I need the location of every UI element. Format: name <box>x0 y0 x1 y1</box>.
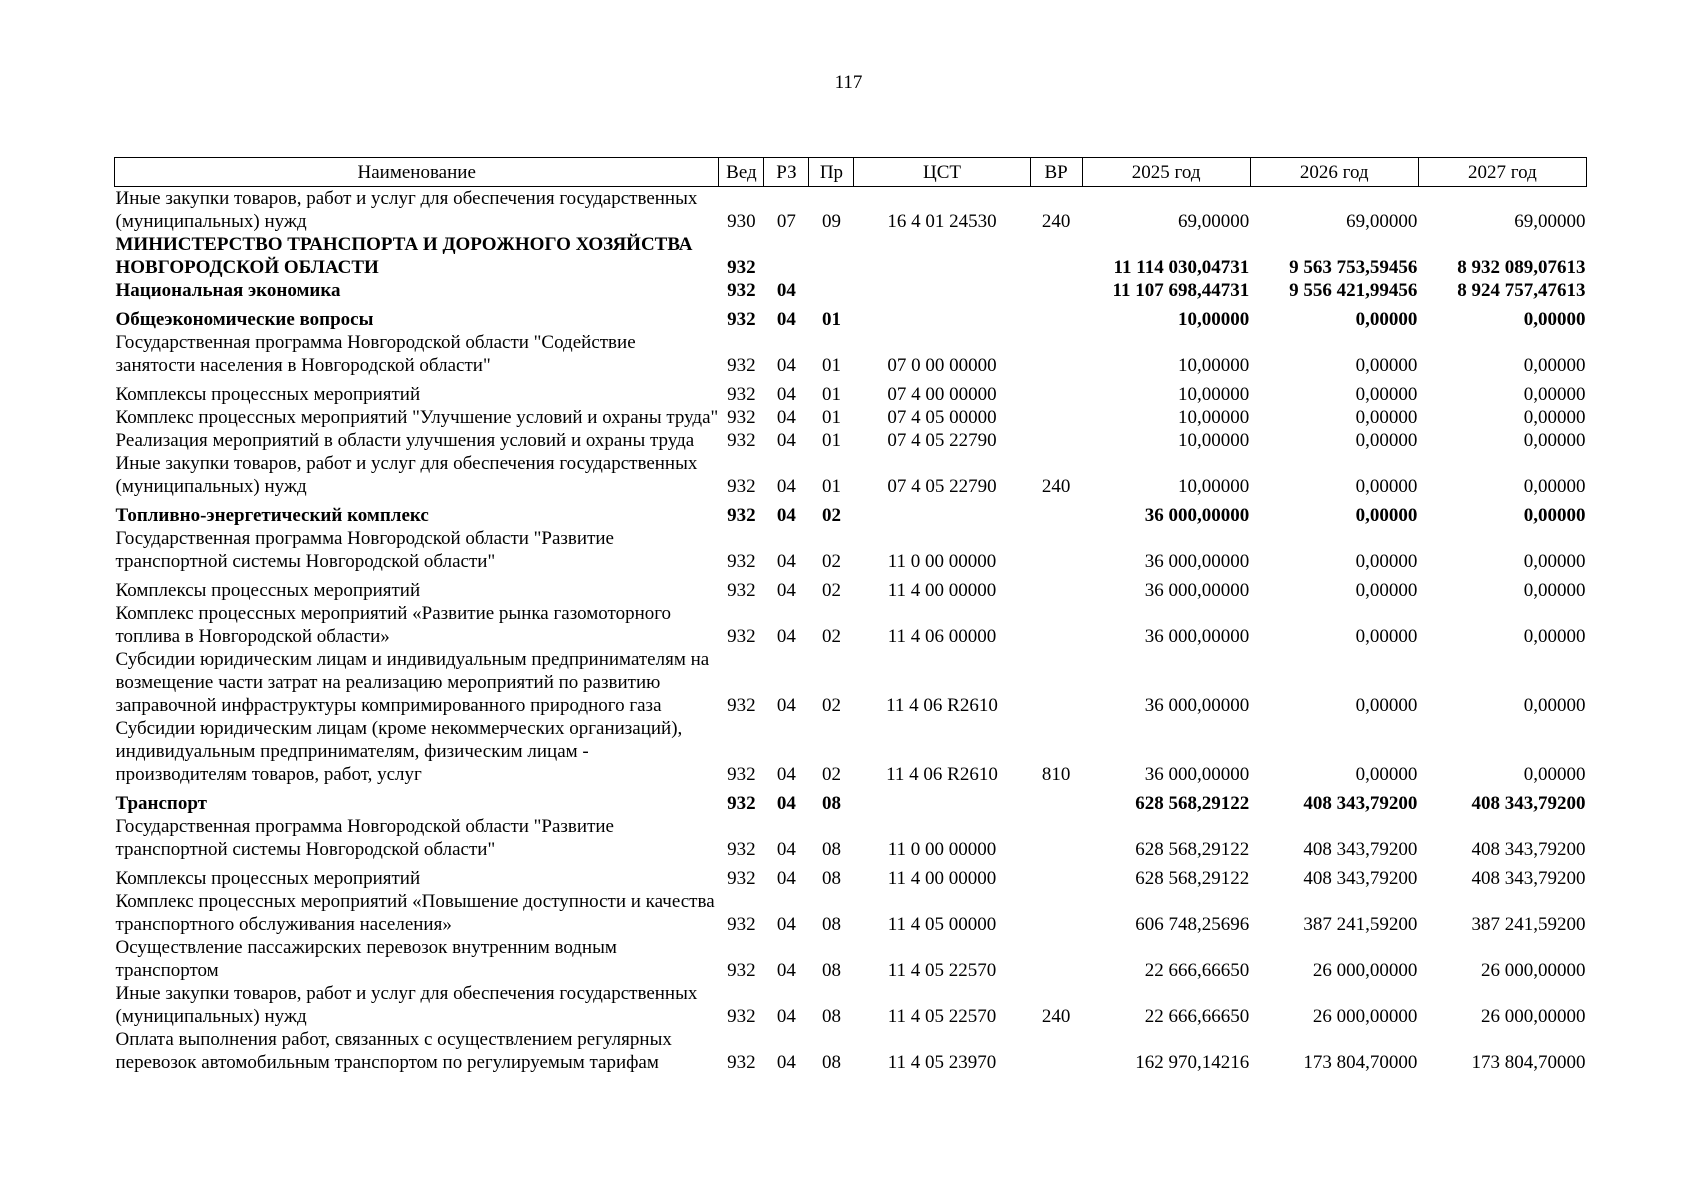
table-row <box>115 302 1587 331</box>
row-rz: 04 <box>776 695 796 716</box>
row-cst: 07 4 00 00000 <box>887 384 997 405</box>
row-vr <box>1030 233 1082 279</box>
row-2026: 387 241,59200 <box>1303 914 1418 935</box>
row-2027: 0,00000 <box>1523 430 1586 451</box>
row-rz: 04 <box>776 868 796 889</box>
row-cst: 11 4 00 00000 <box>887 868 997 889</box>
row-2026: 69,00000 <box>1346 211 1418 232</box>
row-pr: 01 <box>821 407 841 428</box>
row-cst: 11 4 06 R2610 <box>886 764 998 785</box>
row-2026: 408 343,79200 <box>1303 839 1418 860</box>
row-2027: 0,00000 <box>1523 476 1586 497</box>
row-vr <box>1030 573 1082 602</box>
row-ved: 932 <box>727 914 756 935</box>
row-name: Национальная экономика <box>115 280 341 301</box>
header-2027: 2027 год <box>1418 158 1586 187</box>
row-rz: 04 <box>776 430 796 451</box>
row-vr <box>1030 890 1082 936</box>
row-name: Государственная программа Новгородской области "Развитие транспортной системы Новгородской области" <box>115 528 614 572</box>
row-2026: 0,00000 <box>1355 355 1418 376</box>
row-name: Комплекс процессных мероприятий «Развитие рынка газомоторного топлива в Новгородской области» <box>115 603 672 647</box>
row-name: Транспорт <box>115 793 207 814</box>
table-row <box>115 377 1587 406</box>
row-ved: 932 <box>727 1006 756 1027</box>
row-vr <box>1030 1028 1082 1074</box>
row-ved: 932 <box>727 505 756 526</box>
table-row <box>115 573 1587 602</box>
row-2025: 22 666,66650 <box>1144 1006 1250 1027</box>
row-2027: 8 924 757,47613 <box>1457 280 1586 301</box>
row-ved: 932 <box>727 430 756 451</box>
row-2026: 26 000,00000 <box>1312 960 1418 981</box>
row-2026: 0,00000 <box>1355 764 1418 785</box>
row-ved: 932 <box>727 1052 756 1073</box>
row-name: Субсидии юридическим лицам и индивидуальным предпринимателям на возмещение части затрат на реализацию мероприятий по развитию заправочной инфраструктуры компримированного природного газа <box>115 649 710 716</box>
row-vr <box>1030 936 1082 982</box>
row-pr: 01 <box>821 309 841 330</box>
row-rz: 04 <box>776 476 796 497</box>
row-rz <box>764 233 809 279</box>
row-2026: 9 563 753,59456 <box>1289 257 1418 278</box>
row-name: Государственная программа Новгородской области "Содействие занятости населения в Новгородской области" <box>115 332 636 376</box>
row-cst <box>854 498 1030 527</box>
row-cst: 11 4 06 00000 <box>887 626 997 647</box>
row-ved: 932 <box>727 626 756 647</box>
row-ved: 932 <box>727 407 756 428</box>
row-pr: 02 <box>821 551 841 572</box>
table-row <box>115 527 1587 573</box>
row-rz: 04 <box>776 407 796 428</box>
row-2025: 69,00000 <box>1177 211 1250 232</box>
row-2025: 10,00000 <box>1177 476 1250 497</box>
row-2025: 606 748,25696 <box>1135 914 1250 935</box>
table-row <box>115 279 1587 302</box>
row-vr <box>1030 498 1082 527</box>
row-pr: 02 <box>821 580 841 601</box>
row-vr <box>1030 302 1082 331</box>
row-2026: 9 556 421,99456 <box>1289 280 1418 301</box>
row-name: Государственная программа Новгородской области "Развитие транспортной системы Новгородской области" <box>115 816 614 860</box>
row-2026: 0,00000 <box>1355 384 1418 405</box>
row-ved: 932 <box>727 309 756 330</box>
row-rz: 04 <box>776 1006 796 1027</box>
row-cst: 11 0 00 00000 <box>887 839 997 860</box>
row-cst: 11 4 05 23970 <box>887 1052 997 1073</box>
row-2027: 0,00000 <box>1523 764 1586 785</box>
row-cst: 11 0 00 00000 <box>887 551 997 572</box>
row-2025: 10,00000 <box>1177 407 1250 428</box>
row-2027: 8 932 089,07613 <box>1457 257 1586 278</box>
header-rz: РЗ <box>764 158 809 187</box>
row-2027: 0,00000 <box>1523 695 1586 716</box>
header-ved: Вед <box>719 158 764 187</box>
row-name: Комплексы процессных мероприятий <box>115 868 421 889</box>
row-ved: 932 <box>727 695 756 716</box>
row-2025: 36 000,00000 <box>1144 764 1250 785</box>
row-2026: 26 000,00000 <box>1312 1006 1418 1027</box>
row-ved: 930 <box>727 211 756 232</box>
row-pr: 02 <box>821 764 841 785</box>
row-2027: 408 343,79200 <box>1471 793 1586 814</box>
row-name: Комплекс процессных мероприятий «Повышение доступности и качества транспортного обслуживания населения» <box>115 891 715 935</box>
row-2025: 11 107 698,44731 <box>1112 280 1250 301</box>
row-2025: 628 568,29122 <box>1135 839 1250 860</box>
row-ved: 932 <box>727 960 756 981</box>
row-2025: 628 568,29122 <box>1135 793 1250 814</box>
row-2026: 0,00000 <box>1355 476 1418 497</box>
table-row <box>115 233 1587 279</box>
header-2026: 2026 год <box>1250 158 1418 187</box>
row-rz: 04 <box>776 309 796 330</box>
row-rz: 04 <box>776 280 796 301</box>
page-number: 117 <box>834 72 863 93</box>
row-2027: 0,00000 <box>1523 309 1586 330</box>
row-2026: 0,00000 <box>1355 309 1418 330</box>
row-2025: 10,00000 <box>1177 430 1250 451</box>
row-cst <box>854 302 1030 331</box>
row-2027: 0,00000 <box>1523 355 1586 376</box>
table-row <box>115 936 1587 982</box>
row-2027: 0,00000 <box>1523 580 1586 601</box>
row-2026: 0,00000 <box>1355 695 1418 716</box>
row-ved: 932 <box>727 793 756 814</box>
row-name: Общеэкономические вопросы <box>115 309 374 330</box>
row-vr <box>1030 377 1082 406</box>
row-2027: 0,00000 <box>1523 384 1586 405</box>
row-2025: 22 666,66650 <box>1144 960 1250 981</box>
table-row <box>115 429 1587 452</box>
row-rz: 04 <box>776 960 796 981</box>
row-vr <box>1030 527 1082 573</box>
row-cst: 07 4 05 00000 <box>887 407 997 428</box>
row-name: Иные закупки товаров, работ и услуг для обеспечения государственных (муниципальных) нужд <box>115 983 698 1027</box>
row-2027: 26 000,00000 <box>1481 960 1586 981</box>
row-2025: 36 000,00000 <box>1144 580 1250 601</box>
row-pr: 08 <box>821 914 841 935</box>
table-row <box>115 602 1587 648</box>
row-vr <box>1030 602 1082 648</box>
row-2026: 408 343,79200 <box>1303 868 1418 889</box>
row-rz: 04 <box>776 1052 796 1073</box>
row-cst: 11 4 06 R2610 <box>886 695 998 716</box>
row-2027: 69,00000 <box>1514 211 1586 232</box>
row-2026: 173 804,70000 <box>1303 1052 1418 1073</box>
row-2027: 0,00000 <box>1523 505 1586 526</box>
table-row <box>115 717 1587 786</box>
row-vr: 240 <box>1041 1006 1071 1027</box>
table-row <box>115 890 1587 936</box>
row-2027: 26 000,00000 <box>1481 1006 1586 1027</box>
row-pr: 08 <box>821 1052 841 1073</box>
row-pr: 01 <box>821 476 841 497</box>
row-pr: 01 <box>821 384 841 405</box>
row-name: Иные закупки товаров, работ и услуг для обеспечения государственных (муниципальных) нужд <box>115 453 698 497</box>
row-pr: 09 <box>821 211 841 232</box>
row-2027: 0,00000 <box>1523 626 1586 647</box>
row-ved: 932 <box>727 868 756 889</box>
row-rz: 04 <box>776 551 796 572</box>
row-2026: 0,00000 <box>1355 551 1418 572</box>
row-2025: 162 970,14216 <box>1135 1052 1250 1073</box>
row-cst <box>854 786 1030 815</box>
row-2025: 10,00000 <box>1177 309 1250 330</box>
row-name: Субсидии юридическим лицам (кроме некоммерческих организаций), индивидуальным предпринимателям, физическим лицам - производителям товаров, работ, услуг <box>115 718 683 785</box>
row-name: МИНИСТЕРСТВО ТРАНСПОРТА И ДОРОЖНОГО ХОЗЯЙСТВА НОВГОРОДСКОЙ ОБЛАСТИ <box>115 234 693 278</box>
row-ved: 932 <box>727 839 756 860</box>
row-cst: 07 4 05 22790 <box>887 430 997 451</box>
table-row <box>115 982 1587 1028</box>
row-rz: 04 <box>776 839 796 860</box>
table-row <box>115 815 1587 861</box>
row-ved: 932 <box>727 280 756 301</box>
row-pr: 08 <box>821 868 841 889</box>
row-pr: 02 <box>821 695 841 716</box>
row-ved: 932 <box>727 476 756 497</box>
row-2026: 0,00000 <box>1355 626 1418 647</box>
row-pr: 08 <box>821 839 841 860</box>
row-2025: 10,00000 <box>1177 384 1250 405</box>
header-cst: ЦСТ <box>854 158 1030 187</box>
row-ved: 932 <box>727 384 756 405</box>
row-vr <box>1030 648 1082 717</box>
row-2026: 0,00000 <box>1355 580 1418 601</box>
row-rz: 04 <box>776 505 796 526</box>
row-name: Реализация мероприятий в области улучшения условий и охраны труда <box>115 430 695 451</box>
row-2025: 36 000,00000 <box>1144 551 1250 572</box>
row-pr <box>809 233 854 279</box>
row-name: Комплексы процессных мероприятий <box>115 384 421 405</box>
row-rz: 04 <box>776 384 796 405</box>
row-name: Иные закупки товаров, работ и услуг для обеспечения государственных (муниципальных) нужд <box>115 188 698 232</box>
row-2027: 387 241,59200 <box>1471 914 1586 935</box>
table-row <box>115 406 1587 429</box>
row-ved: 932 <box>727 355 756 376</box>
row-pr: 02 <box>821 626 841 647</box>
table-row <box>115 331 1587 377</box>
table-row <box>115 786 1587 815</box>
row-cst: 11 4 05 22570 <box>887 960 997 981</box>
row-2025: 11 114 030,04731 <box>1113 257 1250 278</box>
row-name: Осуществление пассажирских перевозок внутренним водным транспортом <box>115 937 617 981</box>
row-2025: 36 000,00000 <box>1144 626 1250 647</box>
row-cst: 07 4 05 22790 <box>887 476 997 497</box>
row-ved: 932 <box>727 764 756 785</box>
row-name: Оплата выполнения работ, связанных с осуществлением регулярных перевозок автомобильным транспортом по регулируемым тарифам <box>115 1029 672 1073</box>
header-pr: Пр <box>809 158 854 187</box>
row-rz: 04 <box>776 764 796 785</box>
table-row <box>115 1028 1587 1074</box>
row-cst: 07 0 00 00000 <box>887 355 997 376</box>
table-row <box>115 861 1587 890</box>
row-rz: 04 <box>776 914 796 935</box>
row-vr <box>1030 861 1082 890</box>
row-2027: 408 343,79200 <box>1471 839 1586 860</box>
row-2026: 408 343,79200 <box>1303 793 1418 814</box>
row-cst: 11 4 05 00000 <box>887 914 997 935</box>
row-pr: 01 <box>821 355 841 376</box>
header-vr: ВР <box>1030 158 1082 187</box>
row-pr: 08 <box>821 960 841 981</box>
row-pr <box>809 279 854 302</box>
row-cst <box>854 233 1030 279</box>
row-ved: 932 <box>727 551 756 572</box>
row-cst: 16 4 01 24530 <box>887 211 997 232</box>
row-vr <box>1030 406 1082 429</box>
row-2027: 0,00000 <box>1523 551 1586 572</box>
row-pr: 08 <box>821 793 841 814</box>
table-header-row <box>115 158 1587 187</box>
budget-table <box>114 157 1587 1074</box>
row-2027: 0,00000 <box>1523 407 1586 428</box>
row-2027: 408 343,79200 <box>1471 868 1586 889</box>
row-ved: 932 <box>727 580 756 601</box>
row-vr <box>1030 429 1082 452</box>
row-name: Топливно-энергетический комплекс <box>115 505 429 526</box>
row-2026: 0,00000 <box>1355 505 1418 526</box>
row-vr: 240 <box>1041 211 1071 232</box>
row-rz: 04 <box>776 355 796 376</box>
row-pr: 02 <box>821 505 841 526</box>
table-row <box>115 187 1587 234</box>
row-pr: 01 <box>821 430 841 451</box>
row-2026: 0,00000 <box>1355 407 1418 428</box>
row-2025: 10,00000 <box>1177 355 1250 376</box>
row-2025: 36 000,00000 <box>1144 695 1250 716</box>
row-2026: 0,00000 <box>1355 430 1418 451</box>
row-2025: 628 568,29122 <box>1135 868 1250 889</box>
row-vr <box>1030 786 1082 815</box>
row-cst: 11 4 00 00000 <box>887 580 997 601</box>
row-vr: 810 <box>1041 764 1071 785</box>
table-row <box>115 648 1587 717</box>
row-cst <box>854 279 1030 302</box>
row-ved: 932 <box>727 257 756 278</box>
row-pr: 08 <box>821 1006 841 1027</box>
table-row <box>115 498 1587 527</box>
header-2025: 2025 год <box>1082 158 1250 187</box>
row-vr <box>1030 331 1082 377</box>
header-name: Наименование <box>115 158 719 187</box>
row-cst: 11 4 05 22570 <box>887 1006 997 1027</box>
row-vr <box>1030 815 1082 861</box>
row-rz: 04 <box>776 580 796 601</box>
row-vr: 240 <box>1041 476 1071 497</box>
row-name: Комплексы процессных мероприятий <box>115 580 421 601</box>
row-2027: 173 804,70000 <box>1471 1052 1586 1073</box>
row-name: Комплекс процессных мероприятий "Улучшение условий и охраны труда" <box>115 407 719 428</box>
row-rz: 04 <box>776 626 796 647</box>
table-row <box>115 452 1587 498</box>
row-rz: 07 <box>776 211 796 232</box>
row-2025: 36 000,00000 <box>1144 505 1250 526</box>
row-vr <box>1030 279 1082 302</box>
row-rz: 04 <box>776 793 796 814</box>
